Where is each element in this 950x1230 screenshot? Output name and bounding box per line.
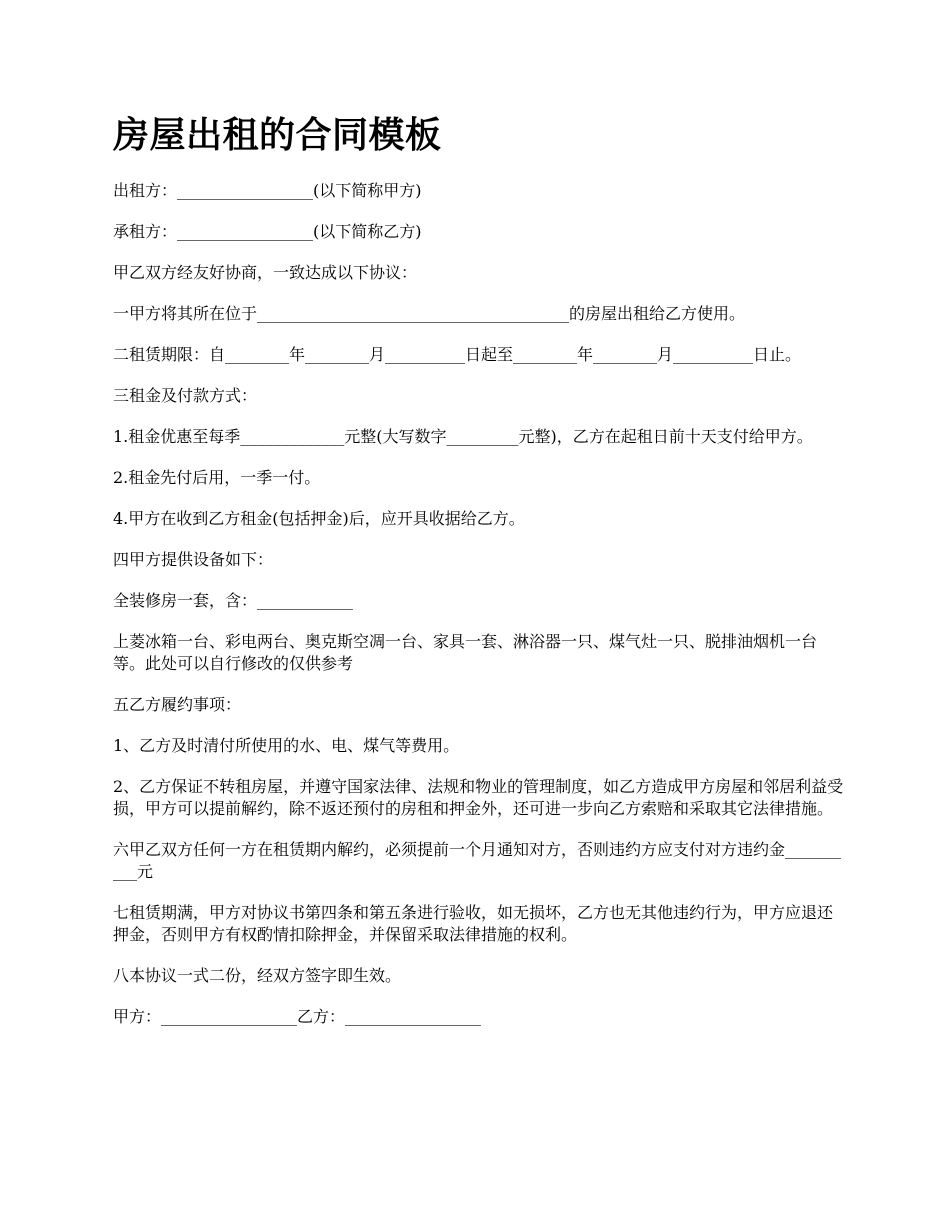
document-title: 房屋出租的合同模板 xyxy=(113,115,442,156)
signature-line: 甲方：_________________乙方：_________________ xyxy=(113,1007,482,1026)
clause-1-location: 一甲方将其所在位于_______________________________________的房屋出租给乙方使用。 xyxy=(113,304,746,323)
clause-7-expiry: 七租赁期满，甲方对协议书第四条和第五条进行验收，如无损坏，乙方也无其他违约行为，甲方应退还押金，否则甲方有权酌情扣除押金，并保留采取法律措施的权利。 xyxy=(113,903,834,944)
lessor-line: 出租方：_________________(以下简称甲方) xyxy=(113,181,422,200)
clause-8-effect: 八本协议一式二份，经双方签字即生效。 xyxy=(113,966,402,985)
clause-3-item-2: 2.租金先付后用，一季一付。 xyxy=(113,468,321,487)
clause-6-termination: 六甲乙双方任何一方在租赁期内解约，必须提前一个月通知对方，否则违约方应支付对方违约金__________元 xyxy=(113,840,842,881)
clause-4-equipment: 上菱冰箱一台、彩电两台、奥克斯空凋一台、家具一套、淋浴器一只、煤气灶一只、脱排油烟机一台等。此处可以自行修改的仅供参考 xyxy=(113,632,818,673)
lessee-line: 承租方：_________________(以下简称乙方) xyxy=(113,222,422,241)
document-page xyxy=(113,112,845,1047)
agreement-intro: 甲乙双方经友好协商，一致达成以下协议： xyxy=(113,263,418,282)
clause-5-heading: 五乙方履约事项： xyxy=(113,695,242,714)
clause-2-lease-term: 二租赁期限：自________年________月__________日起至________年________月__________日止。 xyxy=(113,345,802,364)
clause-3-item-4: 4.甲方在收到乙方租金(包括押金)后，应开具收据给乙方。 xyxy=(113,509,525,528)
clause-3-item-1: 1.租金优惠至每季_____________元整(大写数字_________元整)，乙方在起租日前十天支付给甲方。 xyxy=(113,427,813,446)
clause-3-heading: 三租金及付款方式： xyxy=(113,386,258,405)
clause-4-heading: 四甲方提供设备如下： xyxy=(113,550,274,569)
clause-5-item-1: 1、乙方及时清付所使用的水、电、煤气等费用。 xyxy=(113,736,460,755)
clause-4-house: 全装修房一套，含：____________ xyxy=(113,591,354,610)
clause-5-item-2: 2、乙方保证不转租房屋，并遵守国家法律、法规和物业的管理制度，如乙方造成甲方房屋和邻居利益受损，甲方可以提前解约，除不返还预付的房租和押金外，还可进一步向乙方索赔和采取其它法律措施。 xyxy=(113,777,844,818)
